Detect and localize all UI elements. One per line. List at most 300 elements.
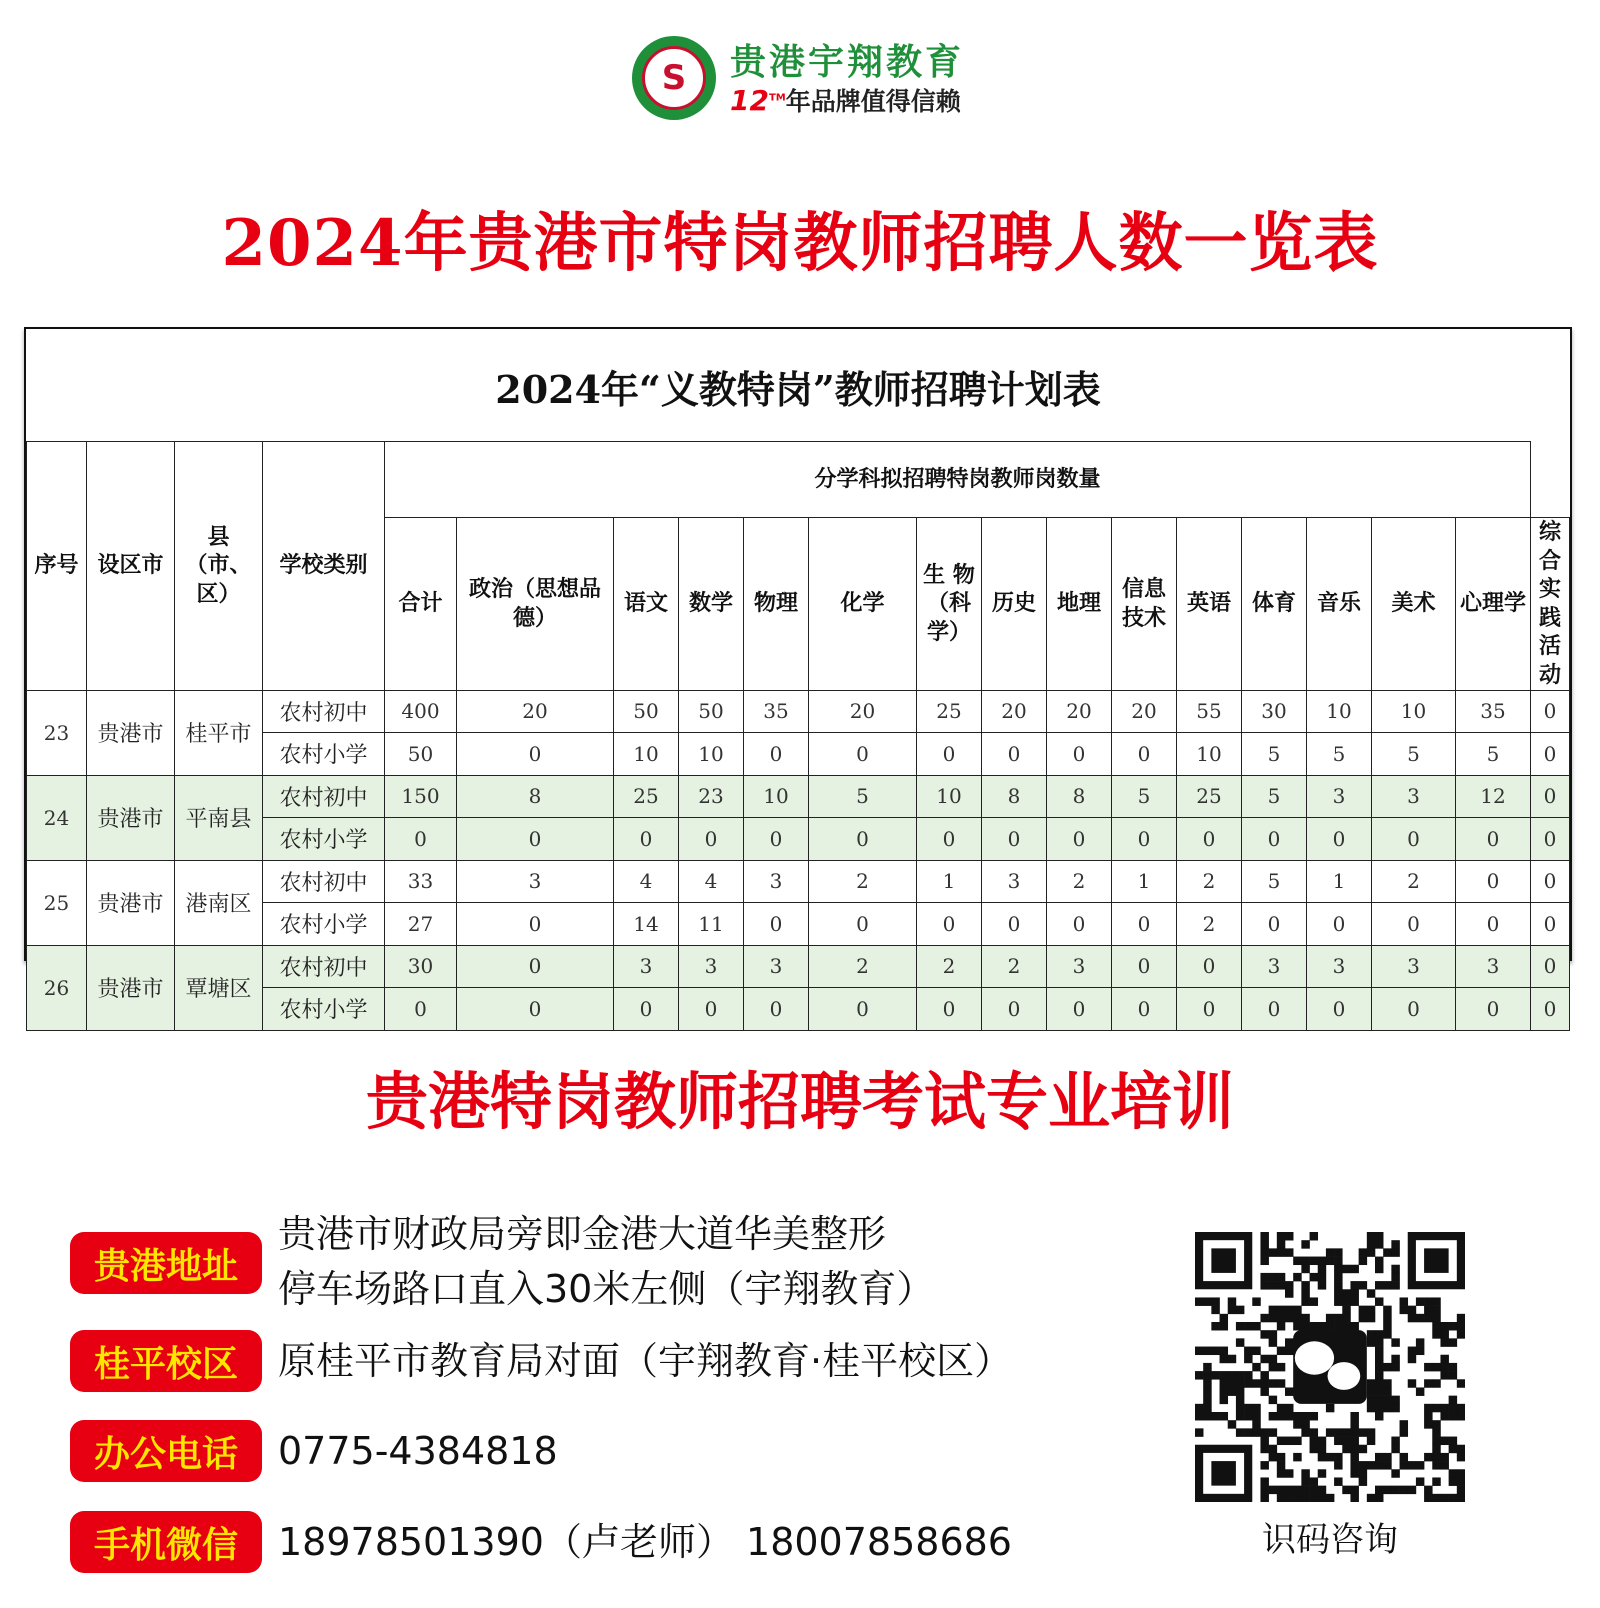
- qr-module: [1236, 1371, 1244, 1379]
- qr-module: [1350, 1461, 1358, 1469]
- value-cell: 3: [1047, 945, 1112, 988]
- qr-module: [1285, 1232, 1293, 1240]
- qr-module: [1457, 1477, 1465, 1485]
- qr-module: [1228, 1379, 1236, 1387]
- qr-module: [1220, 1322, 1228, 1330]
- value-cell: 0: [1456, 903, 1531, 946]
- qr-module: [1424, 1379, 1432, 1387]
- qr-module: [1301, 1265, 1309, 1273]
- qr-module: [1269, 1248, 1277, 1256]
- qr-module: [1342, 1428, 1350, 1436]
- qr-module: [1367, 1404, 1375, 1412]
- value-cell: 3: [744, 860, 809, 903]
- qr-module: [1383, 1363, 1391, 1371]
- office-phone-label: 办公电话: [70, 1420, 262, 1482]
- qr-module: [1285, 1494, 1293, 1502]
- qr-module: [1383, 1404, 1391, 1412]
- school-type-cell: 农村初中: [263, 860, 385, 903]
- value-cell: 0: [1112, 988, 1177, 1031]
- qr-module: [1269, 1379, 1277, 1387]
- qr-module: [1285, 1347, 1293, 1355]
- qr-module: [1350, 1265, 1358, 1273]
- qr-module: [1244, 1355, 1252, 1363]
- qr-module: [1375, 1404, 1383, 1412]
- qr-module: [1236, 1379, 1244, 1387]
- qr-module: [1375, 1363, 1383, 1371]
- qr-module: [1285, 1404, 1293, 1412]
- qr-module: [1203, 1363, 1211, 1371]
- qr-module: [1342, 1314, 1350, 1322]
- value-cell: 25: [917, 690, 982, 733]
- value-cell: 2: [809, 860, 917, 903]
- qr-module: [1310, 1428, 1318, 1436]
- qr-module: [1285, 1248, 1293, 1256]
- value-cell: 30: [385, 945, 457, 988]
- qr-module: [1375, 1387, 1383, 1395]
- qr-module: [1367, 1314, 1375, 1322]
- qr-module: [1277, 1248, 1285, 1256]
- qr-module: [1326, 1404, 1334, 1412]
- qr-module: [1440, 1371, 1448, 1379]
- value-cell: 0: [1177, 988, 1242, 1031]
- value-cell: 0: [1047, 903, 1112, 946]
- qr-module: [1350, 1420, 1358, 1428]
- qr-module: [1416, 1477, 1424, 1485]
- qr-module: [1203, 1379, 1211, 1387]
- value-cell: 55: [1177, 690, 1242, 733]
- qr-module: [1301, 1314, 1309, 1322]
- qr-module: [1269, 1396, 1277, 1404]
- qr-module: [1277, 1379, 1285, 1387]
- qr-module: [1391, 1469, 1399, 1477]
- value-cell: 2: [1177, 860, 1242, 903]
- qr-module: [1400, 1420, 1408, 1428]
- school-type-cell: 农村小学: [263, 988, 385, 1031]
- value-cell: 0: [679, 988, 744, 1031]
- qr-module: [1285, 1469, 1293, 1477]
- qr-module: [1432, 1428, 1440, 1436]
- qr-module: [1391, 1445, 1399, 1453]
- qr-module: [1375, 1347, 1383, 1355]
- qr-module: [1457, 1404, 1465, 1412]
- qr-module: [1334, 1273, 1342, 1281]
- qr-module: [1408, 1355, 1416, 1363]
- qr-module: [1244, 1412, 1252, 1420]
- qr-module: [1383, 1379, 1391, 1387]
- value-cell: 5: [1242, 775, 1307, 818]
- qr-module: [1244, 1428, 1252, 1436]
- qr-module: [1195, 1404, 1203, 1412]
- qr-module: [1260, 1257, 1268, 1265]
- qr-module: [1400, 1453, 1408, 1461]
- qr-module: [1449, 1363, 1457, 1371]
- qr-module: [1359, 1445, 1367, 1453]
- qr-module: [1375, 1494, 1383, 1502]
- qr-module: [1211, 1306, 1219, 1314]
- value-cell: 0: [982, 988, 1047, 1031]
- qr-module: [1277, 1437, 1285, 1445]
- value-cell: 4: [679, 860, 744, 903]
- qr-module: [1301, 1469, 1309, 1477]
- qr-module: [1293, 1314, 1301, 1322]
- qr-module: [1301, 1322, 1309, 1330]
- qr-module: [1293, 1437, 1301, 1445]
- qr-module: [1228, 1420, 1236, 1428]
- qr-module: [1310, 1437, 1318, 1445]
- qr-module: [1277, 1412, 1285, 1420]
- value-cell: 0: [744, 818, 809, 861]
- qr-module: [1260, 1371, 1268, 1379]
- qr-module: [1260, 1330, 1268, 1338]
- qr-module: [1318, 1257, 1326, 1265]
- qr-module: [1318, 1445, 1326, 1453]
- qr-module: [1318, 1494, 1326, 1502]
- qr-module: [1260, 1355, 1268, 1363]
- county-cell: 桂平市: [175, 690, 263, 775]
- value-cell: 0: [744, 733, 809, 776]
- value-cell: 0: [457, 903, 614, 946]
- qr-module: [1350, 1453, 1358, 1461]
- qr-module: [1334, 1428, 1342, 1436]
- qr-module: [1375, 1330, 1383, 1338]
- qr-module: [1432, 1420, 1440, 1428]
- qr-module: [1277, 1273, 1285, 1281]
- qr-module: [1318, 1469, 1326, 1477]
- brand-slogan-number: 12: [730, 84, 769, 117]
- qr-module: [1277, 1322, 1285, 1330]
- value-cell: 5: [1307, 733, 1372, 776]
- value-cell: 0: [1531, 818, 1570, 861]
- value-cell: 0: [1177, 945, 1242, 988]
- qr-module: [1277, 1363, 1285, 1371]
- qr-module: [1449, 1371, 1457, 1379]
- value-cell: 0: [1531, 775, 1570, 818]
- value-cell: 5: [809, 775, 917, 818]
- qr-module: [1285, 1314, 1293, 1322]
- qr-module: [1244, 1379, 1252, 1387]
- qr-module: [1391, 1486, 1399, 1494]
- qr-module: [1367, 1330, 1375, 1338]
- qr-module: [1367, 1387, 1375, 1395]
- qr-module: [1359, 1314, 1367, 1322]
- qr-module: [1408, 1379, 1416, 1387]
- school-type-cell: 农村小学: [263, 733, 385, 776]
- qr-module: [1277, 1486, 1285, 1494]
- qr-module: [1350, 1445, 1358, 1453]
- header-subject: 英语: [1177, 518, 1242, 691]
- header-subject-group: 分学科拟招聘特岗教师岗数量: [385, 442, 1531, 518]
- value-cell: 0: [457, 945, 614, 988]
- qr-module: [1236, 1404, 1244, 1412]
- qr-module: [1367, 1248, 1375, 1256]
- qr-module: [1220, 1396, 1228, 1404]
- qr-module: [1457, 1314, 1465, 1322]
- qr-module: [1424, 1306, 1432, 1314]
- qr-module: [1350, 1322, 1358, 1330]
- qr-module: [1440, 1453, 1448, 1461]
- value-cell: 0: [1047, 733, 1112, 776]
- value-cell: 3: [1372, 775, 1456, 818]
- qr-module: [1424, 1314, 1432, 1322]
- qr-module: [1269, 1281, 1277, 1289]
- county-cell: 平南县: [175, 775, 263, 860]
- qr-module: [1269, 1486, 1277, 1494]
- value-cell: 2: [809, 945, 917, 988]
- qr-module: [1203, 1297, 1211, 1305]
- header-subject: 历史: [982, 518, 1047, 691]
- value-cell: 0: [1177, 818, 1242, 861]
- qr-module: [1440, 1461, 1448, 1469]
- qr-module: [1326, 1314, 1334, 1322]
- qr-module: [1334, 1453, 1342, 1461]
- value-cell: 0: [1307, 903, 1372, 946]
- qr-module: [1367, 1461, 1375, 1469]
- qr-module: [1195, 1412, 1203, 1420]
- value-cell: 20: [1047, 690, 1112, 733]
- value-cell: 0: [982, 733, 1047, 776]
- qr-module: [1318, 1273, 1326, 1281]
- qr-module: [1318, 1265, 1326, 1273]
- value-cell: 23: [679, 775, 744, 818]
- qr-module: [1391, 1363, 1399, 1371]
- qr-module: [1277, 1469, 1285, 1477]
- qr-module: [1285, 1387, 1293, 1395]
- qr-module: [1383, 1387, 1391, 1395]
- qr-module: [1269, 1314, 1277, 1322]
- qr-module: [1228, 1387, 1236, 1395]
- qr-module: [1375, 1396, 1383, 1404]
- qr-module: [1383, 1330, 1391, 1338]
- qr-module: [1359, 1469, 1367, 1477]
- qr-module: [1391, 1396, 1399, 1404]
- qr-module: [1408, 1314, 1416, 1322]
- value-cell: 1: [1112, 860, 1177, 903]
- qr-module: [1375, 1281, 1383, 1289]
- value-cell: 3: [744, 945, 809, 988]
- qr-finder: [1211, 1248, 1236, 1273]
- qr-module: [1285, 1338, 1293, 1346]
- qr-module: [1391, 1281, 1399, 1289]
- qr-module: [1334, 1265, 1342, 1273]
- qr-module: [1400, 1297, 1408, 1305]
- value-cell: 3: [614, 945, 679, 988]
- qr-module: [1391, 1404, 1399, 1412]
- qr-module: [1269, 1330, 1277, 1338]
- mobile-wechat-numbers: 18978501390（卢老师） 18007858686: [278, 1520, 1012, 1564]
- qr-module: [1252, 1404, 1260, 1412]
- recruitment-plan-table-frame: [24, 327, 1572, 1024]
- qr-module: [1375, 1338, 1383, 1346]
- qr-module: [1269, 1306, 1277, 1314]
- value-cell: 10: [917, 775, 982, 818]
- qr-module: [1449, 1437, 1457, 1445]
- qr-module: [1449, 1404, 1457, 1412]
- qr-module: [1440, 1494, 1448, 1502]
- table-row: [27, 690, 1570, 733]
- qr-module: [1301, 1486, 1309, 1494]
- header-subject: 地理: [1047, 518, 1112, 691]
- value-cell: 0: [809, 733, 917, 776]
- qr-module: [1236, 1338, 1244, 1346]
- qr-module: [1350, 1281, 1358, 1289]
- value-cell: 3: [679, 945, 744, 988]
- value-cell: 20: [809, 690, 917, 733]
- qr-module: [1326, 1248, 1334, 1256]
- qr-module: [1310, 1486, 1318, 1494]
- qr-module: [1383, 1396, 1391, 1404]
- header-school-type: 学校类别: [263, 442, 385, 691]
- qr-module: [1432, 1404, 1440, 1412]
- value-cell: 25: [1177, 775, 1242, 818]
- qr-module: [1449, 1322, 1457, 1330]
- qr-module: [1220, 1412, 1228, 1420]
- qr-module: [1211, 1297, 1219, 1305]
- qr-module: [1318, 1322, 1326, 1330]
- qr-module: [1260, 1486, 1268, 1494]
- qr-module: [1310, 1257, 1318, 1265]
- qr-module: [1350, 1412, 1358, 1420]
- qr-module: [1375, 1355, 1383, 1363]
- qr-module: [1277, 1306, 1285, 1314]
- qr-module: [1318, 1486, 1326, 1494]
- qr-module: [1408, 1306, 1416, 1314]
- qr-module: [1260, 1248, 1268, 1256]
- qr-module: [1383, 1322, 1391, 1330]
- qr-module: [1318, 1453, 1326, 1461]
- address-line-1: 贵港市财政局旁即金港大道华美整形: [278, 1212, 887, 1256]
- value-cell: 3: [1307, 775, 1372, 818]
- qr-module: [1260, 1437, 1268, 1445]
- value-cell: 3: [1456, 945, 1531, 988]
- qr-module: [1367, 1306, 1375, 1314]
- qr-module: [1375, 1297, 1383, 1305]
- value-cell: 5: [1456, 733, 1531, 776]
- qr-module: [1383, 1486, 1391, 1494]
- qr-module: [1334, 1257, 1342, 1265]
- qr-module: [1236, 1428, 1244, 1436]
- value-cell: 35: [744, 690, 809, 733]
- value-cell: 27: [385, 903, 457, 946]
- qr-module: [1310, 1477, 1318, 1485]
- value-cell: 25: [614, 775, 679, 818]
- qr-module: [1252, 1412, 1260, 1420]
- qr-module: [1220, 1371, 1228, 1379]
- qr-module: [1236, 1387, 1244, 1395]
- qr-module: [1432, 1379, 1440, 1387]
- value-cell: 0: [1456, 988, 1531, 1031]
- qr-module: [1432, 1322, 1440, 1330]
- qr-module: [1269, 1273, 1277, 1281]
- qr-finder: [1424, 1248, 1449, 1273]
- qr-module: [1301, 1412, 1309, 1420]
- qr-module: [1449, 1445, 1457, 1453]
- value-cell: 50: [614, 690, 679, 733]
- qr-module: [1301, 1289, 1309, 1297]
- qr-module: [1457, 1330, 1465, 1338]
- qr-module: [1252, 1297, 1260, 1305]
- qr-module: [1334, 1297, 1342, 1305]
- qr-module: [1350, 1469, 1358, 1477]
- value-cell: 0: [1242, 988, 1307, 1031]
- qr-module: [1350, 1297, 1358, 1305]
- qr-module: [1383, 1453, 1391, 1461]
- qr-module: [1350, 1289, 1358, 1297]
- qr-module: [1416, 1347, 1424, 1355]
- qr-module: [1301, 1281, 1309, 1289]
- value-cell: 0: [1112, 733, 1177, 776]
- header-subject: 数学: [679, 518, 744, 691]
- qr-module: [1375, 1461, 1383, 1469]
- brand-slogan-text: 年品牌值得信赖: [785, 87, 961, 116]
- qr-module: [1260, 1240, 1268, 1248]
- value-cell: 33: [385, 860, 457, 903]
- value-cell: 10: [614, 733, 679, 776]
- qr-module: [1277, 1232, 1285, 1240]
- qr-module: [1432, 1437, 1440, 1445]
- qr-module: [1424, 1363, 1432, 1371]
- qr-module: [1457, 1322, 1465, 1330]
- qr-module: [1375, 1265, 1383, 1273]
- guiping-campus-address: 原桂平市教育局对面（宇翔教育·桂平校区）: [278, 1339, 1013, 1383]
- qr-module: [1310, 1273, 1318, 1281]
- qr-module: [1440, 1338, 1448, 1346]
- value-cell: 0: [1456, 860, 1531, 903]
- qr-module: [1383, 1306, 1391, 1314]
- qr-module: [1334, 1281, 1342, 1289]
- qr-module: [1440, 1412, 1448, 1420]
- qr-module: [1195, 1428, 1203, 1436]
- qr-module: [1301, 1257, 1309, 1265]
- qr-module: [1359, 1248, 1367, 1256]
- qr-module: [1260, 1314, 1268, 1322]
- qr-module: [1359, 1281, 1367, 1289]
- qr-module: [1416, 1314, 1424, 1322]
- value-cell: 0: [1531, 690, 1570, 733]
- qr-module: [1285, 1486, 1293, 1494]
- qr-module: [1424, 1420, 1432, 1428]
- value-cell: 0: [614, 818, 679, 861]
- header-subject: 体育: [1242, 518, 1307, 691]
- value-cell: 0: [809, 818, 917, 861]
- qr-module: [1359, 1461, 1367, 1469]
- header-subject: 心理学: [1456, 518, 1531, 691]
- qr-module: [1260, 1379, 1268, 1387]
- qr-module: [1228, 1355, 1236, 1363]
- qr-module: [1269, 1338, 1277, 1346]
- qr-module: [1260, 1387, 1268, 1395]
- qr-module: [1211, 1322, 1219, 1330]
- header-subject: 语文: [614, 518, 679, 691]
- wechat-qr-code[interactable]: [1195, 1232, 1465, 1502]
- qr-module: [1440, 1330, 1448, 1338]
- qr-module: [1310, 1232, 1318, 1240]
- qr-module: [1367, 1437, 1375, 1445]
- qr-module: [1449, 1494, 1457, 1502]
- value-cell: 0: [614, 988, 679, 1031]
- header-subject: 音乐: [1307, 518, 1372, 691]
- qr-module: [1260, 1428, 1268, 1436]
- seq-cell: 26: [27, 945, 87, 1030]
- school-type-cell: 农村初中: [263, 775, 385, 818]
- school-type-cell: 农村初中: [263, 690, 385, 733]
- qr-module: [1367, 1396, 1375, 1404]
- qr-module: [1326, 1453, 1334, 1461]
- qr-module: [1440, 1437, 1448, 1445]
- qr-module: [1285, 1412, 1293, 1420]
- qr-module: [1375, 1240, 1383, 1248]
- value-cell: 10: [679, 733, 744, 776]
- table-row: [27, 860, 1570, 903]
